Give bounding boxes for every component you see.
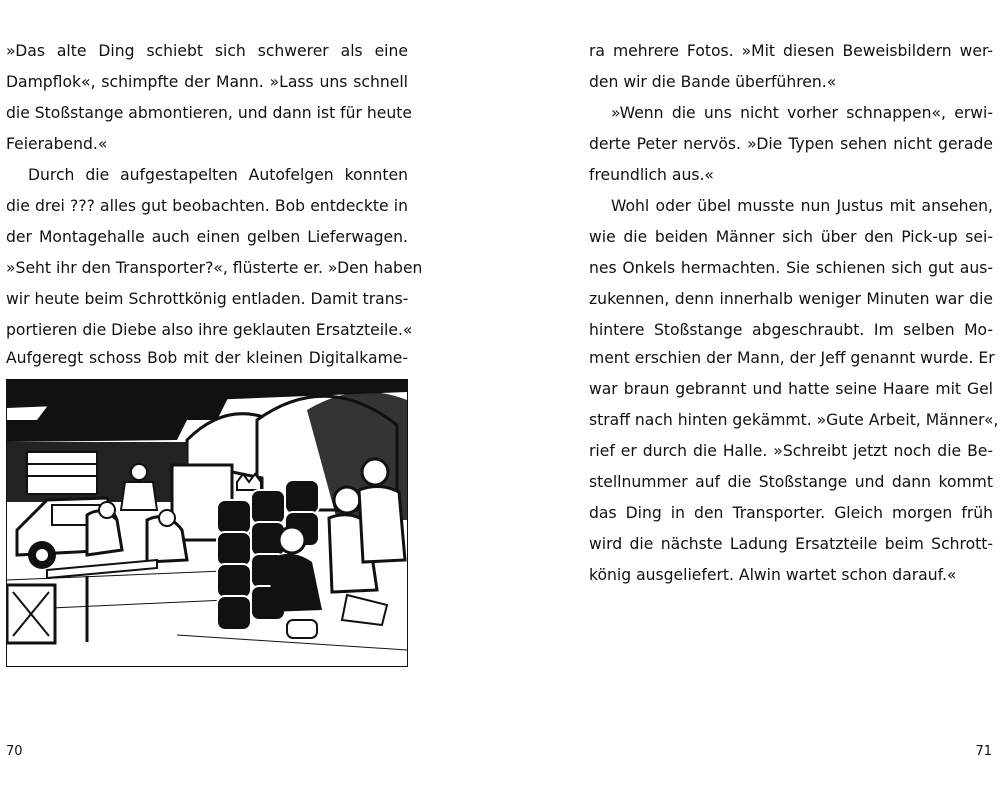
boy-3 xyxy=(362,459,388,485)
text-line: »Das alte Ding schiebt sich schwerer als eine xyxy=(6,42,408,60)
text-line: Aufgeregt schoss Bob mit der kleinen Digitalkame- xyxy=(6,349,408,367)
text-line: freundlich aus.« xyxy=(589,166,714,184)
text-line: wir heute beim Schrottkönig entladen. Damit trans- xyxy=(6,290,409,308)
text-line: ra mehrere Fotos. »Mit diesen Beweisbildern wer- xyxy=(589,42,993,60)
text-line: wie die beiden Männer sich über den Pick-up sei- xyxy=(589,228,993,246)
text-line: die drei ??? alles gut beobachten. Bob entdeckte in xyxy=(6,197,408,215)
text-line: Durch die aufgestapelten Autofelgen konnten xyxy=(28,166,408,184)
text-line: rief er durch die Halle. »Schreibt jetzt noch die Be- xyxy=(589,442,993,460)
text-line: das Ding in den Transporter. Gleich morgen früh xyxy=(589,504,993,522)
text-line: portieren die Diebe also ihre geklauten Ersatzteile.« xyxy=(6,321,413,339)
text-line: der Montagehalle auch einen gelben Lieferwagen. xyxy=(6,228,408,246)
text-line: »Seht ihr den Transporter?«, flüsterte er. »Den haben xyxy=(6,259,423,277)
text-line: die Stoßstange abmontieren, und dann ist für heute xyxy=(6,104,412,122)
text-line: »Wenn die uns nicht vorher schnappen«, erwi- xyxy=(611,104,993,122)
text-line: war braun gebrannt und hatte seine Haare mit Gel xyxy=(589,380,993,398)
page-number: 71 xyxy=(975,744,992,759)
text-line: ment erschien der Mann, der Jeff genannt wurde. Er xyxy=(589,349,995,367)
text-line: stellnummer auf die Stoßstange und dann kommt xyxy=(589,473,993,491)
text-line: Wohl oder übel musste nun Justus mit ansehen, xyxy=(611,197,993,215)
text-line: hintere Stoßstange abgeschraubt. Im selben Mo- xyxy=(589,321,993,339)
boy-1 xyxy=(279,527,305,553)
text-line: den wir die Bande überführen.« xyxy=(589,73,837,91)
text-line: nes Onkels hermachten. Sie schienen sich gut aus- xyxy=(589,259,993,277)
text-line: Dampflok«, schimpfte der Mann. »Lass uns schnell xyxy=(6,73,408,91)
text-line: straff nach hinten gekämmt. »Gute Arbeit, Männer«, xyxy=(589,411,999,429)
garage-illustration xyxy=(6,379,408,667)
text-line: derte Peter nervös. »Die Typen sehen nicht gerade xyxy=(589,135,993,153)
boy-2 xyxy=(334,487,360,513)
right-page xyxy=(500,0,1000,800)
page-number: 70 xyxy=(6,744,23,759)
text-line: zukennen, denn innerhalb weniger Minuten war die xyxy=(589,290,993,308)
text-line: könig ausgeliefert. Alwin wartet schon darauf.« xyxy=(589,566,957,584)
text-line: wird die nächste Ladung Ersatzteile beim Schrott- xyxy=(589,535,993,553)
text-line: Feierabend.« xyxy=(6,135,108,153)
